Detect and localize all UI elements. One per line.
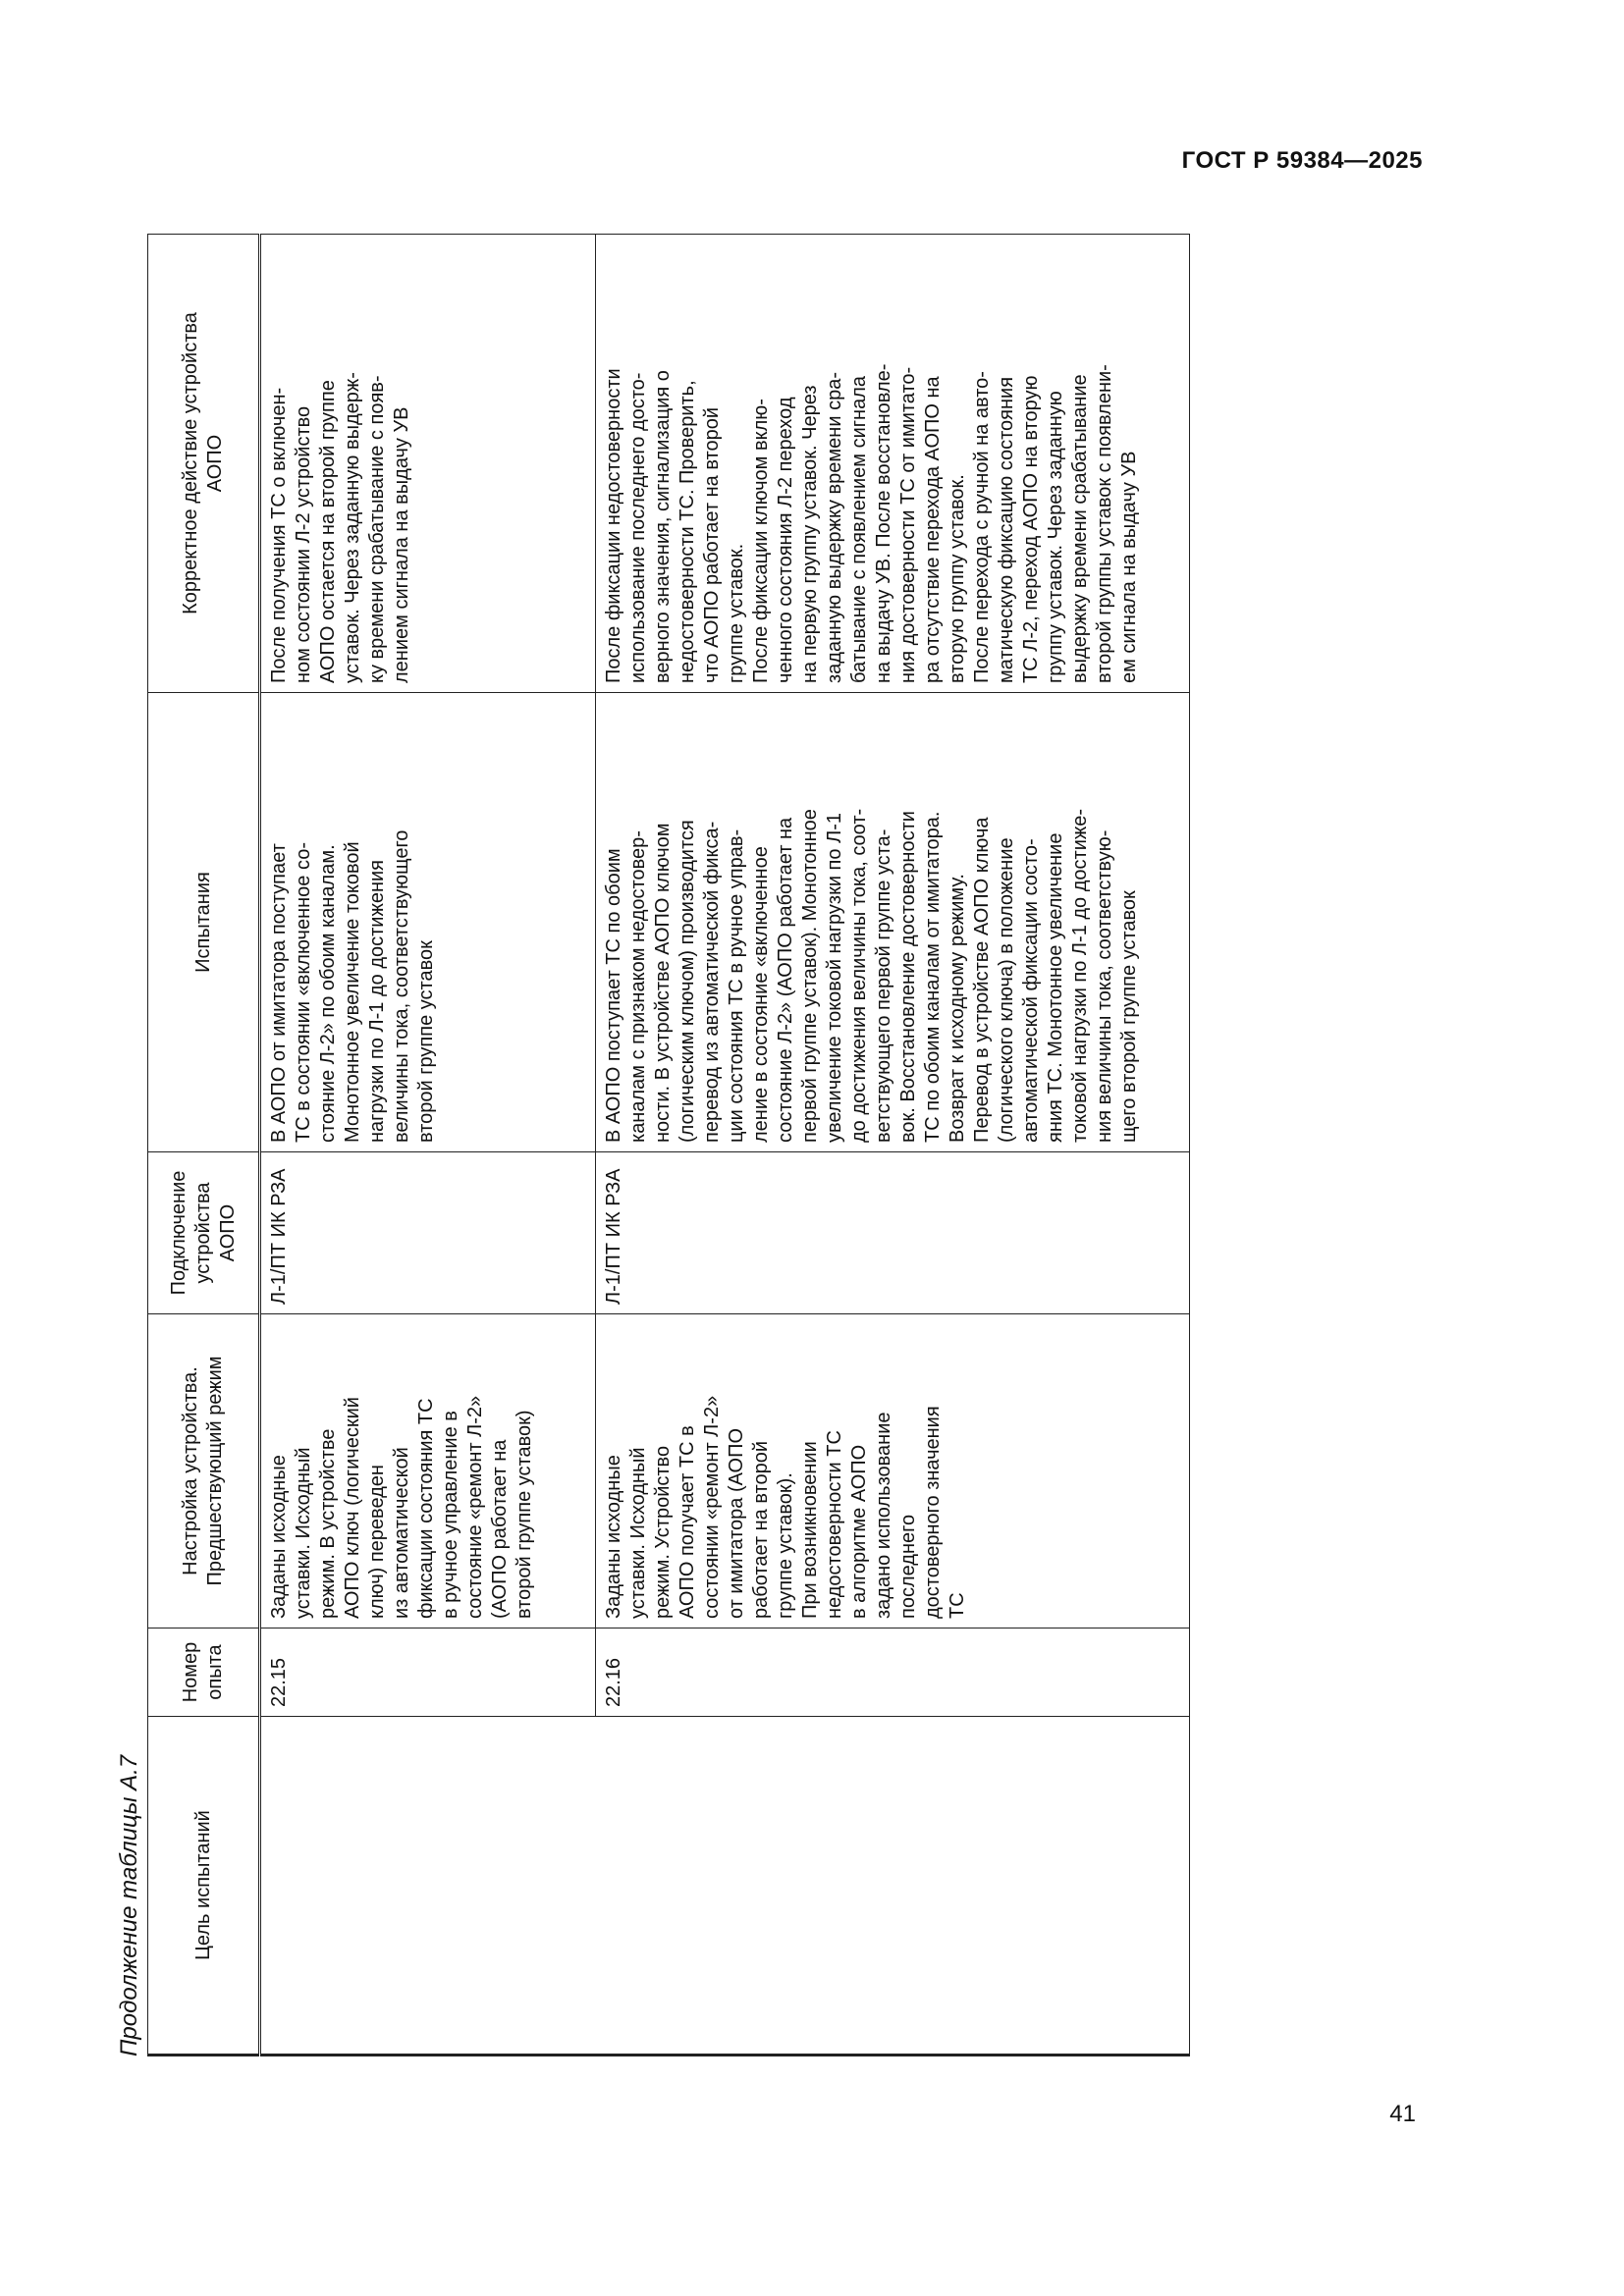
- rotated-table-block: [110, 231, 1234, 2056]
- table-row: [260, 235, 596, 2056]
- cell-connection: Л-1/ПТ ИК РЗА: [596, 1152, 1190, 1314]
- cell-setup: Заданы исходные уставки. Исходный режим. В устройстве АОПО ключ (логический ключ) переведен из автоматической фиксации состояния ТС в ручное управление в состояние «ремонт Л-2» (АОПО работает на второй группе уставок): [260, 1314, 596, 1629]
- cell-test: В АОПО поступает ТС по обоим каналам с признаком недостовер- ности. В устройстве АОПО ключом (логическим ключом) производится перевод из автоматической фикса- ции состояния ТС в ручное управ- ление в состояние «включенное состояние Л-2» (АОПО работает на первой группе уставок). Монотонное увеличение токовой нагрузки по Л-1 до достижения величины тока, соот- ветствующего первой группе уста- вок. Восстановление достоверности ТС по обоим каналам от имитатора. Возврат к исходному режиму. Перевод в устройстве АОПО ключа (логического ключа) в положение автоматической фиксации состо- яния ТС. Монотонное увеличение токовой нагрузки по Л-1 до достиже- ния величины тока, соответствую- щего второй группе уставок: [596, 693, 1190, 1152]
- col-header-connection: Подключение устройства АОПО: [148, 1152, 260, 1314]
- cell-connection: Л-1/ПТ ИК РЗА: [260, 1152, 596, 1314]
- col-header-purpose: Цель испытаний: [148, 1717, 260, 2056]
- table-caption: Продолжение таблицы А.7: [116, 1754, 142, 2056]
- page-number: 41: [1389, 2101, 1416, 2127]
- test-table: [147, 234, 1190, 2056]
- table-header-row: [148, 235, 260, 2056]
- col-header-number: Номер опыта: [148, 1629, 260, 1717]
- cell-test: В АОПО от имитатора поступает ТС в состоянии «включенное со- стояние Л-2» по обоим каналам. Монотонное увеличение токовой нагрузки по Л-1 до достижения величины тока, соответствующего второй группе уставок: [260, 693, 596, 1152]
- cell-number: 22.15: [260, 1629, 596, 1717]
- cell-action: После получения ТС о включен- ном состоянии Л-2 устройство АОПО остается на второй группе уставок. Через заданную выдерж- ку времени срабатывание с появ- лением сигнала на выдачу УВ: [260, 235, 596, 693]
- col-header-action: Корректное действие устройства АОПО: [148, 235, 260, 693]
- cell-number: 22.16: [596, 1629, 1190, 1717]
- cell-purpose: [260, 1717, 1190, 2056]
- col-header-setup: Настройка устройства. Предшествующий режим: [148, 1314, 260, 1629]
- cell-action: После фиксации недостоверности использование последнего досто- верного значения, сигнализация о недостоверности ТС. Проверить, что АОПО работает на второй группе уставок. После фиксации ключом вклю- ченного состояния Л-2 переход на первую группу уставок. Через заданную выдержку времени сра- батывание с появлением сигнала на выдачу УВ. После восстановле- ния достоверности ТС от имитато- ра отсутствие перехода АОПО на вторую группу уставок. После перехода с ручной на авто- матическую фиксацию состояния ТС Л-2, переход АОПО на вторую группу уставок. Через заданную выдержку времени срабатывание второй группы уставок с появлени- ем сигнала на выдачу УВ: [596, 235, 1190, 693]
- standard-header: ГОСТ Р 59384—2025: [1181, 147, 1423, 174]
- col-header-test: Испытания: [148, 693, 260, 1152]
- cell-setup: Заданы исходные уставки. Исходный режим. Устройство АОПО получает ТС в состоянии «ремонт Л-2» от имитатора (АОПО работает на второй группе уставок). При возникновении недостоверности ТС в алгоритме АОПО задано использование последнего достоверного значения ТС: [596, 1314, 1190, 1629]
